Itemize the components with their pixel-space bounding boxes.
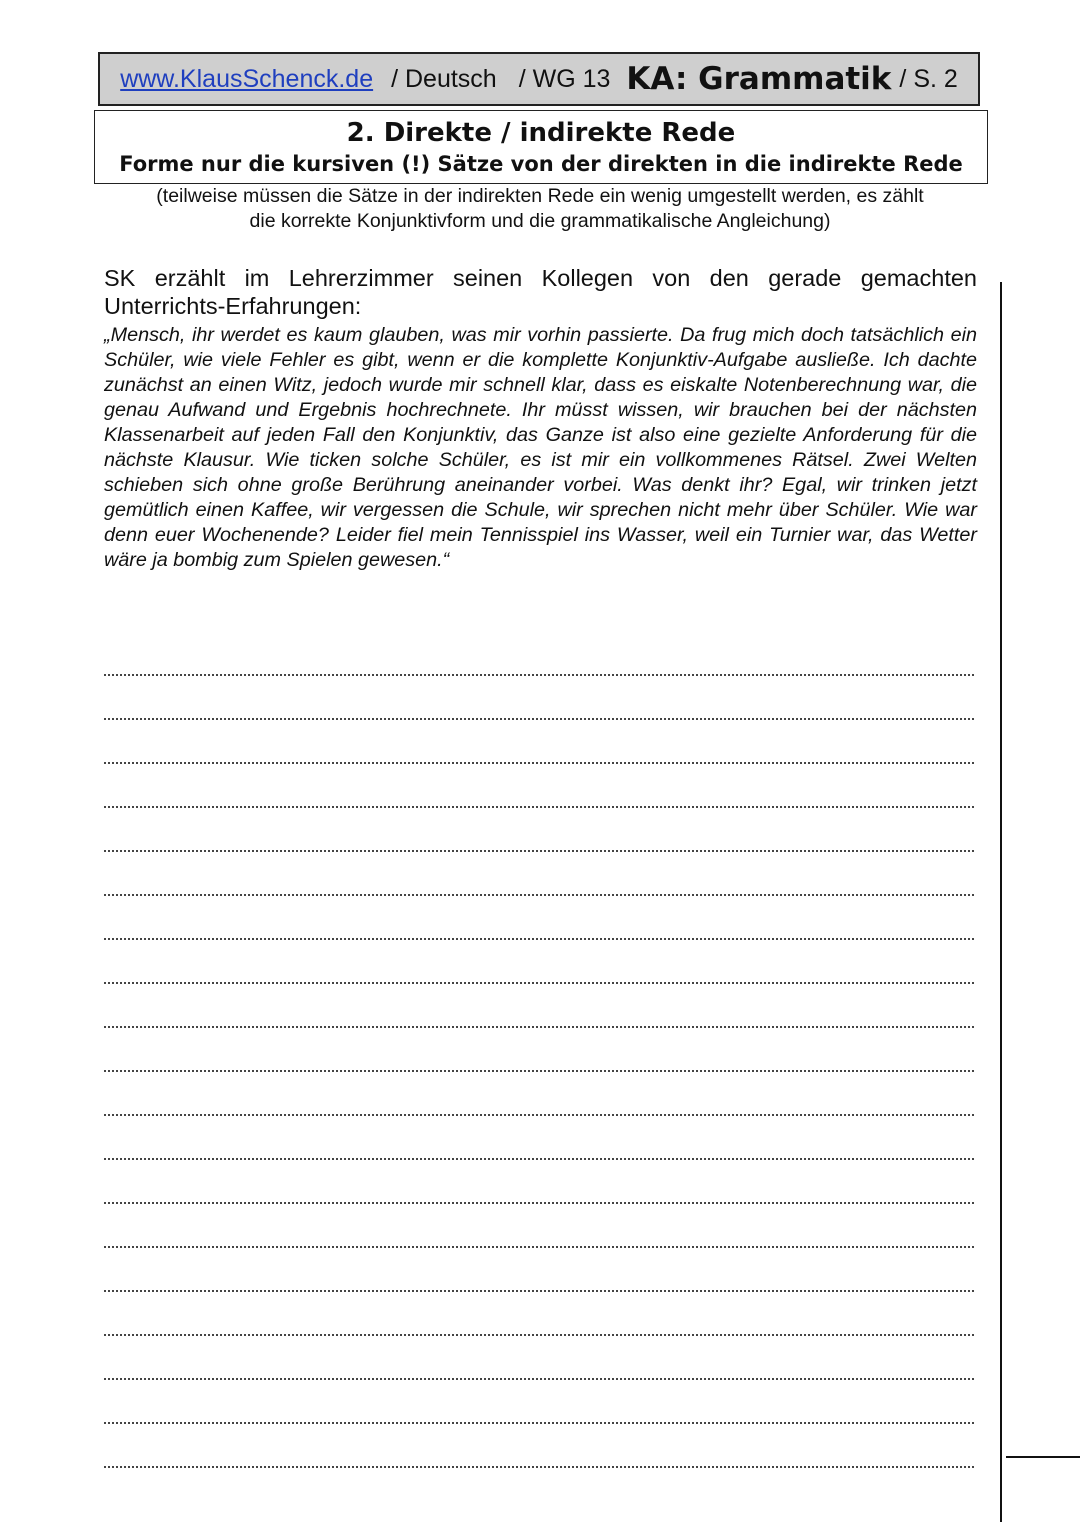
note-line-2: die korrekte Konjunktivform und die grammatikalische Angleichung) <box>249 210 831 232</box>
class-label: / WG 13 <box>518 64 611 93</box>
exam-title: KA: Grammatik <box>626 61 892 97</box>
answer-line[interactable] <box>104 1072 974 1116</box>
header-bar <box>98 52 980 106</box>
answer-line[interactable] <box>104 1248 974 1292</box>
answer-line[interactable] <box>104 676 974 720</box>
answer-line[interactable] <box>104 852 974 896</box>
note-line-1: (teilweise müssen die Sätze in der indirekten Rede ein wenig umgestellt werden, es zählt <box>156 185 924 207</box>
answer-line[interactable] <box>104 632 974 676</box>
answer-line[interactable] <box>104 1116 974 1160</box>
quote-paragraph: „Mensch, ihr werdet es kaum glauben, was mir vorhin passierte. Da frug mich doch tatsächlich ein Schüler, wie viele Fehler es gibt, wenn er die komplette Konjunktiv-Aufgabe ausließe. Ich dachte zunächst an einen Witz, jedoch wurde mir schnell klar, dass es eiskalte Notenberechnung war, die genau Aufwand und Ergebnis hochrechnete. Ihr müsst wissen, wir brauchen bei der nächsten Klassenarbeit auf jeden Fall den Konjunktiv, das Ganze ist also eine gezielte Anforderung für die nächste Klausur. Wie ticken solche Schüler, es ist mir ein vollkommenes Rätsel. Zwei Welten schieben sich ohne große Berührung aneinander vorbei. Was denkt ihr? Egal, wir trinken jetzt gemütlich einen Kaffee, wir vergessen die Schule, wir sprechen nicht mehr über Schüler. Wie war denn euer Wochenende? Leider fiel mein Tennisspiel ins Wasser, weil ein Turnier war, das Wetter wäre ja bombig zum Spielen gewesen.“ <box>104 324 977 571</box>
answer-line[interactable] <box>104 1424 974 1468</box>
answer-line[interactable] <box>104 940 974 984</box>
answer-line[interactable] <box>104 1204 974 1248</box>
margin-rule <box>1000 282 1002 1522</box>
task-title-box <box>94 110 988 184</box>
answer-line[interactable] <box>104 896 974 940</box>
answer-lines <box>104 632 974 1468</box>
answer-line[interactable] <box>104 1160 974 1204</box>
subject-label: / Deutsch <box>391 64 497 93</box>
answer-line[interactable] <box>104 720 974 764</box>
intro-paragraph: SK erzählt im Lehrerzimmer seinen Kollegen von den gerade gemachten Unterrichts-Erfahrungen: <box>104 265 977 319</box>
task-note <box>90 184 990 234</box>
answer-line[interactable] <box>104 984 974 1028</box>
answer-line[interactable] <box>104 808 974 852</box>
margin-tick <box>1006 1456 1080 1458</box>
answer-line[interactable] <box>104 764 974 808</box>
website-link[interactable]: www.KlausSchenck.de <box>120 64 374 93</box>
task-instruction: Forme nur die kursiven (!) Sätze von der direkten in die indirekte Rede <box>119 152 963 176</box>
answer-line[interactable] <box>104 1380 974 1424</box>
answer-line[interactable] <box>104 1336 974 1380</box>
answer-line[interactable] <box>104 1028 974 1072</box>
answer-line[interactable] <box>104 1292 974 1336</box>
section-title: 2. Direkte / indirekte Rede <box>346 118 736 148</box>
page-number: / S. 2 <box>899 64 958 93</box>
